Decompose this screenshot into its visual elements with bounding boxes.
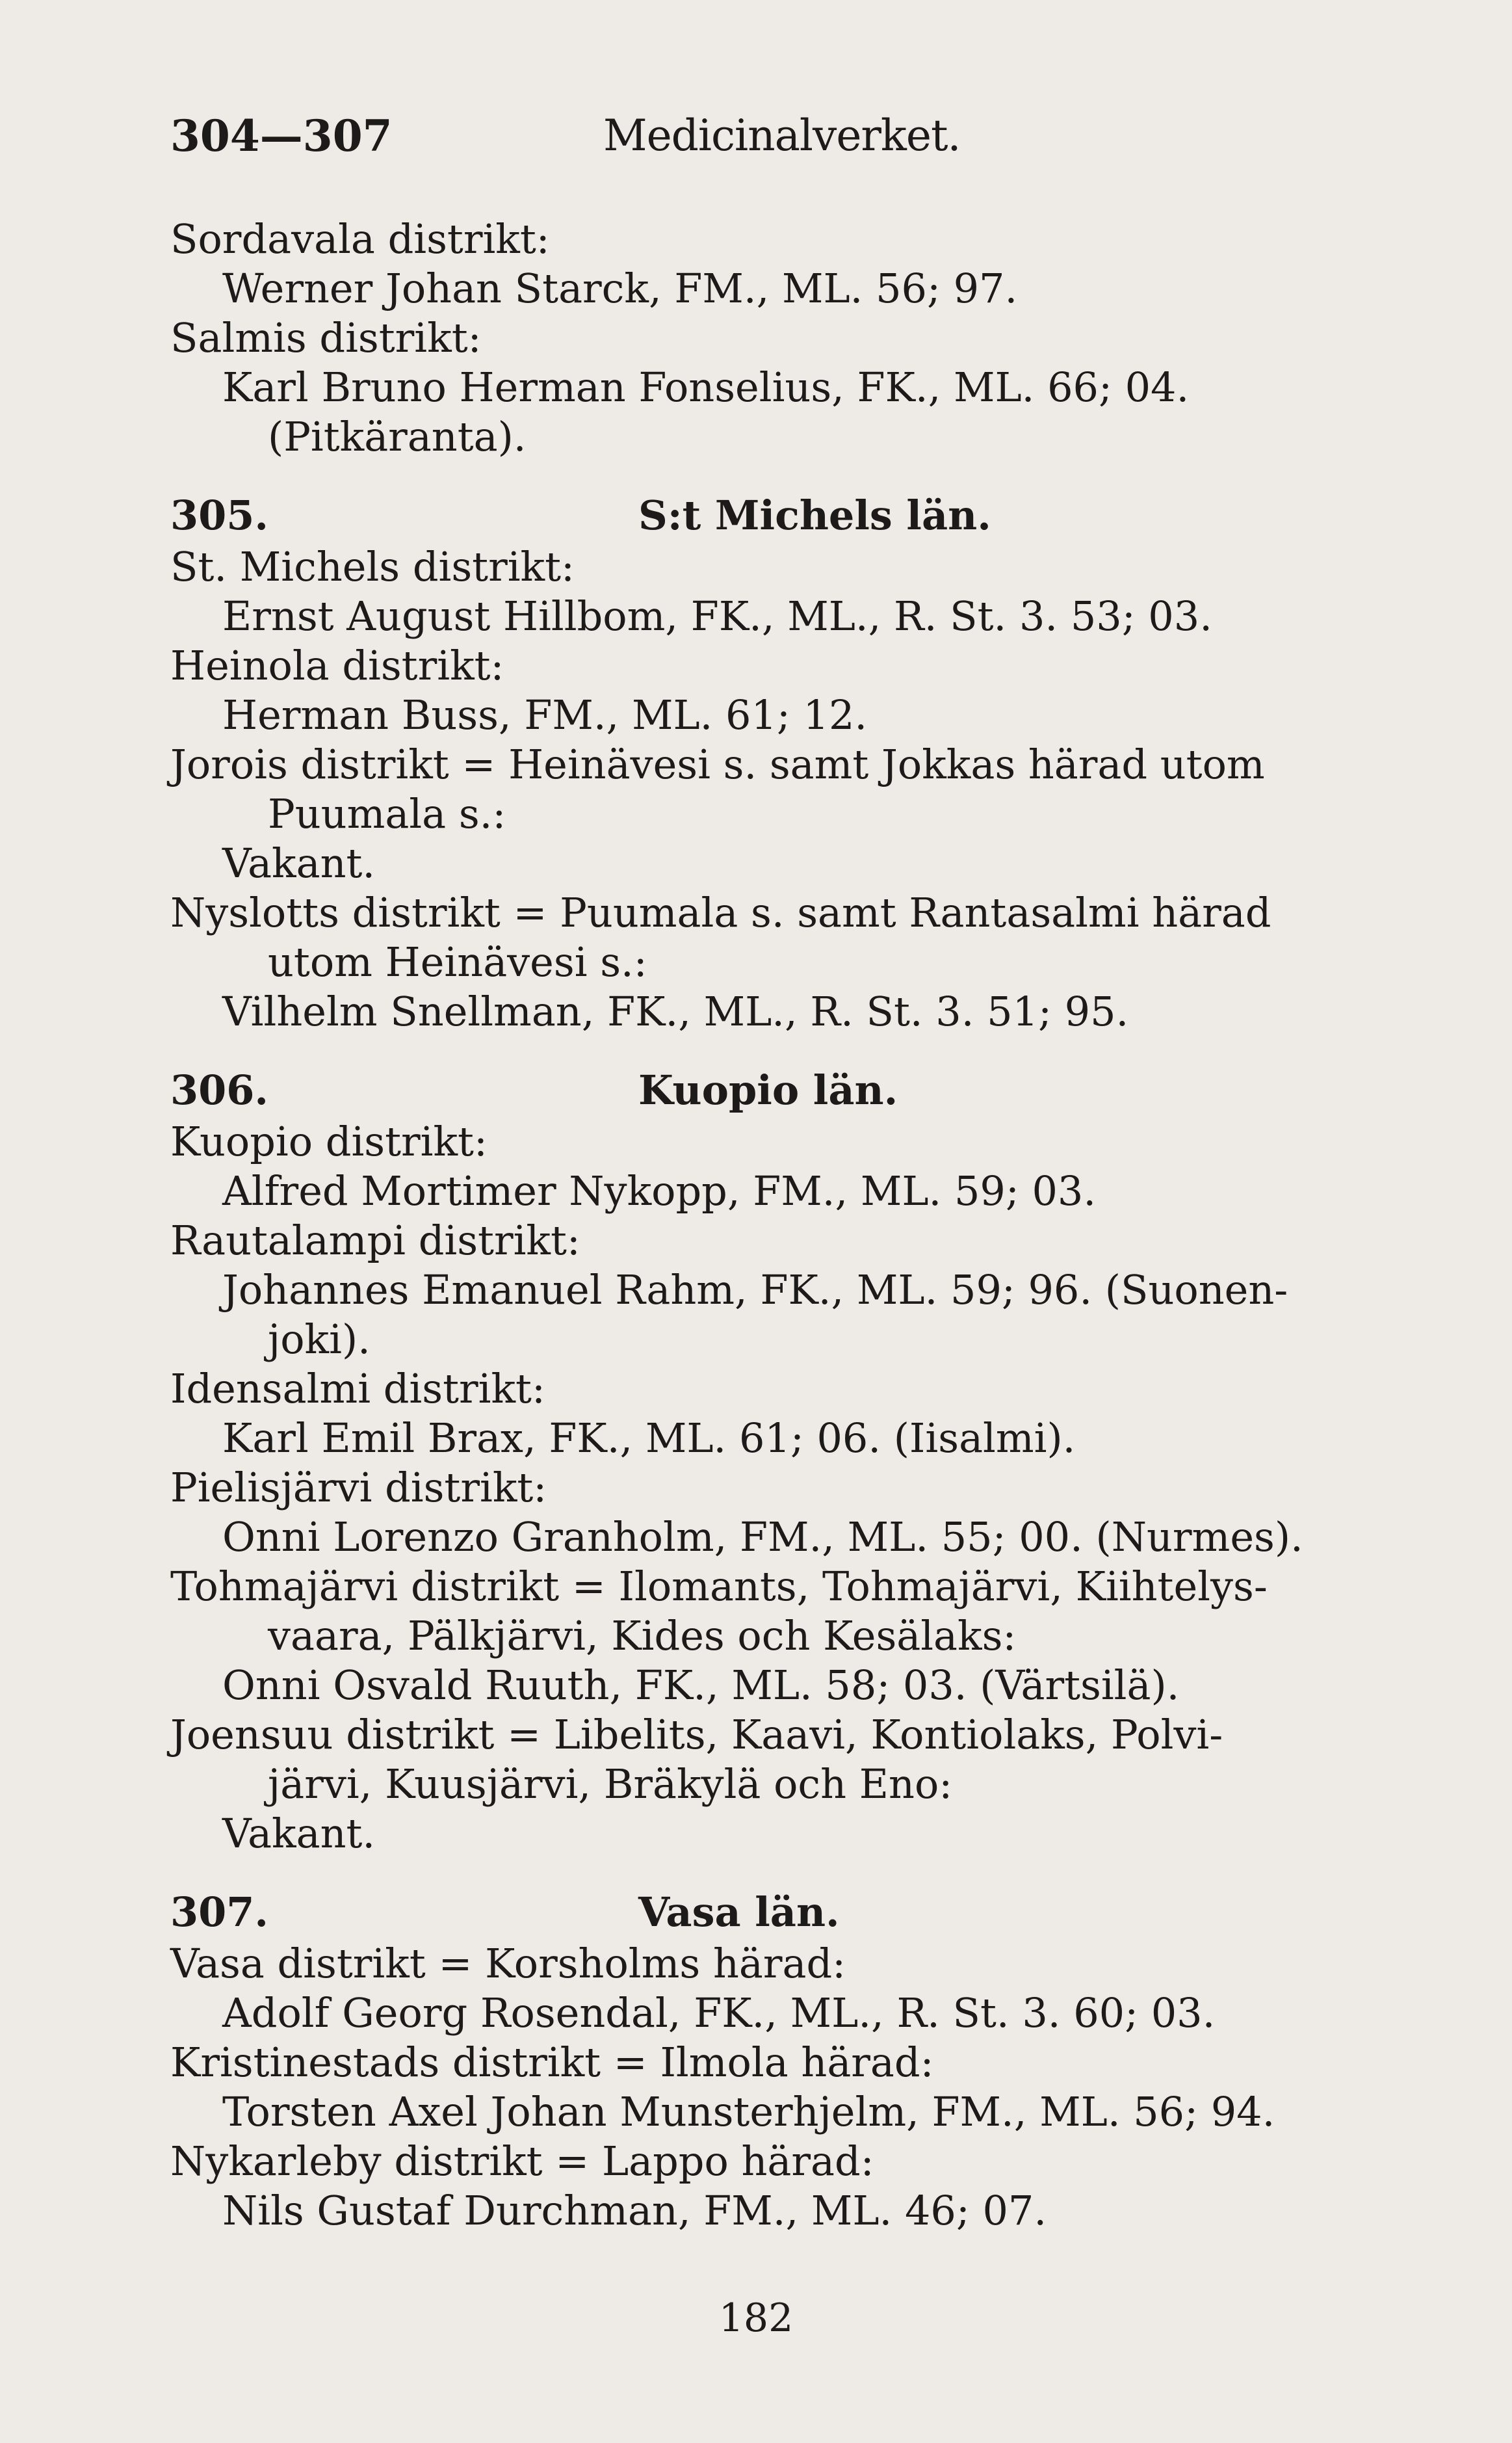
district-line: Kuopio distrikt:: [170, 1118, 488, 1165]
district-line: Tohmajärvi distrikt = Ilomants, Tohmajärvi, Kiihtelys-: [170, 1563, 1268, 1610]
district-line: Nykarleby distrikt = Lappo härad:: [170, 2137, 874, 2185]
physician-line: Alfred Mortimer Nykopp, FM., ML. 59; 03.: [222, 1167, 1097, 1215]
district-line: utom Heinävesi s.:: [268, 938, 647, 986]
section-heading: [170, 1066, 1444, 1117]
physician-line: Torsten Axel Johan Munsterhjelm, FM., ML. 56; 94.: [222, 2088, 1275, 2135]
physician-line: Johannes Emanuel Rahm, FK., ML. 59; 96. (Suonen-: [222, 1266, 1288, 1314]
section: [170, 492, 1444, 1037]
section-title: S:t Michels län.: [638, 492, 991, 539]
physician-line: (Pitkäranta).: [268, 413, 527, 460]
page-number: 182: [718, 2295, 794, 2341]
district-line: Jorois distrikt = Heinävesi s. samt Jokkas härad utom: [170, 741, 1265, 788]
district-line: Sordavala distrikt:: [170, 215, 550, 263]
district-line: Idensalmi distrikt:: [170, 1365, 545, 1412]
physician-line: Adolf Georg Rosendal, FK., ML., R. St. 3. 60; 03.: [222, 1989, 1216, 2037]
district-line: Kristinestads distrikt = Ilmola härad:: [170, 2039, 934, 2086]
section: [170, 215, 1444, 462]
section-title: Vasa län.: [638, 1888, 840, 1936]
district-line: vaara, Pälkjärvi, Kides och Kesälaks:: [268, 1612, 1017, 1659]
physician-line: Vakant.: [222, 1810, 376, 1857]
physician-line: Onni Lorenzo Granholm, FM., ML. 55; 00. (Nurmes).: [222, 1513, 1303, 1561]
physician-line: Karl Emil Brax, FK., ML. 61; 06. (Iisalmi).: [222, 1414, 1076, 1462]
district-line: Salmis distrikt:: [170, 314, 482, 362]
physician-line: Karl Bruno Herman Fonselius, FK., ML. 66; 04.: [222, 363, 1190, 411]
section-title: Kuopio län.: [638, 1066, 898, 1114]
section: [170, 1066, 1444, 1858]
physician-line: Nils Gustaf Durchman, FM., ML. 46; 07.: [222, 2187, 1047, 2234]
district-line: Pielisjärvi distrikt:: [170, 1464, 547, 1511]
body-text: [170, 215, 1444, 2236]
district-line: Nyslotts distrikt = Puumala s. samt Rantasalmi härad: [170, 889, 1271, 936]
district-line: Vasa distrikt = Korsholms härad:: [170, 1940, 846, 1987]
district-line: St. Michels distrikt:: [170, 543, 575, 590]
district-line: Heinola distrikt:: [170, 642, 504, 689]
physician-line: Herman Buss, FM., ML. 61; 12.: [222, 691, 868, 739]
section: [170, 1888, 1444, 2236]
physician-line: Onni Osvald Ruuth, FK., ML. 58; 03. (Värtsilä).: [222, 1661, 1180, 1709]
section-number: 306.: [170, 1066, 269, 1114]
running-title: Medicinalverket.: [603, 111, 961, 161]
physician-line: joki).: [268, 1315, 371, 1363]
district-line: järvi, Kuusjärvi, Bräkylä och Eno:: [268, 1760, 953, 1808]
physician-line: Vakant.: [222, 839, 376, 887]
section-number: 305.: [170, 492, 269, 539]
section-heading: [170, 1888, 1444, 1939]
district-line: Joensuu distrikt = Libelits, Kaavi, Kontiolaks, Polvi-: [170, 1711, 1223, 1758]
physician-line: Vilhelm Snellman, FK., ML., R. St. 3. 51; 95.: [222, 988, 1129, 1035]
section-heading: [170, 492, 1444, 542]
section-number: 307.: [170, 1888, 269, 1936]
physician-line: Werner Johan Starck, FM., ML. 56; 97.: [222, 265, 1018, 312]
district-line: Rautalampi distrikt:: [170, 1217, 580, 1264]
section-range: 304—307: [170, 111, 393, 161]
district-line: Puumala s.:: [268, 790, 506, 838]
physician-line: Ernst August Hillbom, FK., ML., R. St. 3. 53; 03.: [222, 592, 1212, 640]
